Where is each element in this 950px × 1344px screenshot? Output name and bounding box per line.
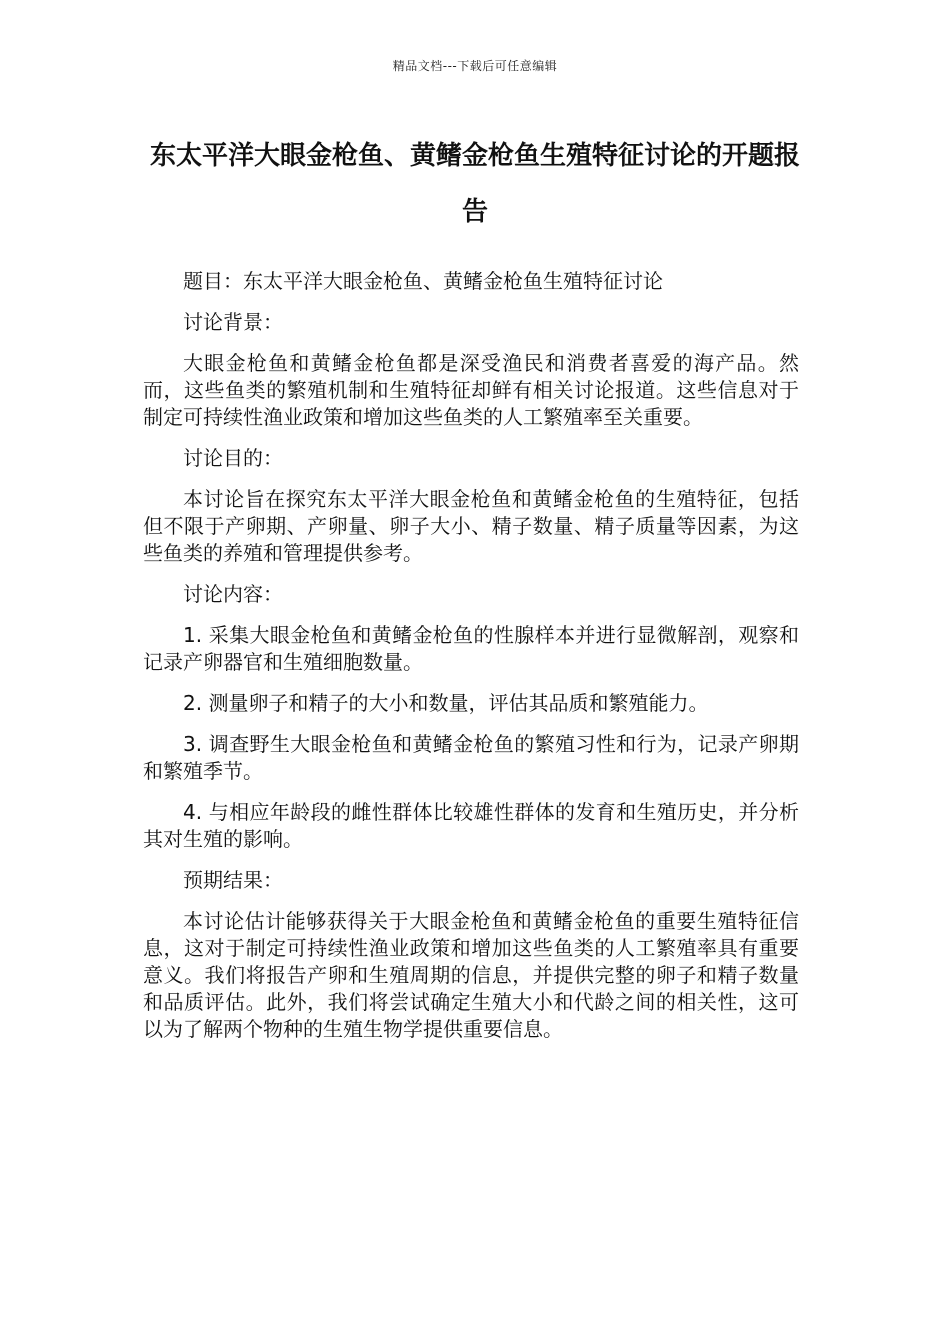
page-header-note: 精品文档---下载后可任意编辑	[392, 59, 558, 73]
content-item-2: 2. 测量卵子和精子的大小和数量，评估其品质和繁殖能力。	[183, 691, 709, 715]
document-body	[143, 268, 799, 1057]
background-paragraph: 大眼金枪鱼和黄鳍金枪鱼都是深受渔民和消费者喜爱的海产品。然而，这些鱼类的繁殖机制和生殖特征却鲜有相关讨论报道。这些信息对于制定可持续性渔业政策和增加这些鱼类的人工繁殖率至关重要。	[143, 351, 799, 429]
content-item-4: 4. 与相应年龄段的雌性群体比较雄性群体的发育和生殖历史，并分析其对生殖的影响。	[143, 800, 799, 851]
purpose-paragraph: 本讨论旨在探究东太平洋大眼金枪鱼和黄鳍金枪鱼的生殖特征，包括但不限于产卵期、产卵量、卵子大小、精子数量、精子质量等因素，为这些鱼类的养殖和管理提供参考。	[143, 487, 799, 565]
topic-line: 题目：东太平洋大眼金枪鱼、黄鳍金枪鱼生殖特征讨论	[183, 269, 663, 293]
section-heading-content: 讨论内容：	[183, 582, 283, 606]
section-heading-purpose: 讨论目的：	[183, 446, 283, 470]
document-title: 东太平洋大眼金枪鱼、黄鳍金枪鱼生殖特征讨论的开题报告	[149, 141, 800, 227]
content-item-1: 1. 采集大眼金枪鱼和黄鳍金枪鱼的性腺样本并进行显微解剖，观察和记录产卵器官和生殖细胞数量。	[143, 623, 799, 674]
section-heading-background: 讨论背景：	[183, 310, 283, 334]
section-heading-expected-results: 预期结果：	[183, 868, 283, 892]
expected-results-paragraph: 本讨论估计能够获得关于大眼金枪鱼和黄鳍金枪鱼的重要生殖特征信息，这对于制定可持续性渔业政策和增加这些鱼类的人工繁殖率具有重要意义。我们将报告产卵和生殖周期的信息，并提供完整的卵子和精子数量和品质评估。此外，我们将尝试确定生殖大小和代龄之间的相关性，这可以为了解两个物种的生殖生物学提供重要信息。	[143, 909, 799, 1041]
content-item-3: 3. 调查野生大眼金枪鱼和黄鳍金枪鱼的繁殖习性和行为，记录产卵期和繁殖季节。	[143, 732, 799, 783]
